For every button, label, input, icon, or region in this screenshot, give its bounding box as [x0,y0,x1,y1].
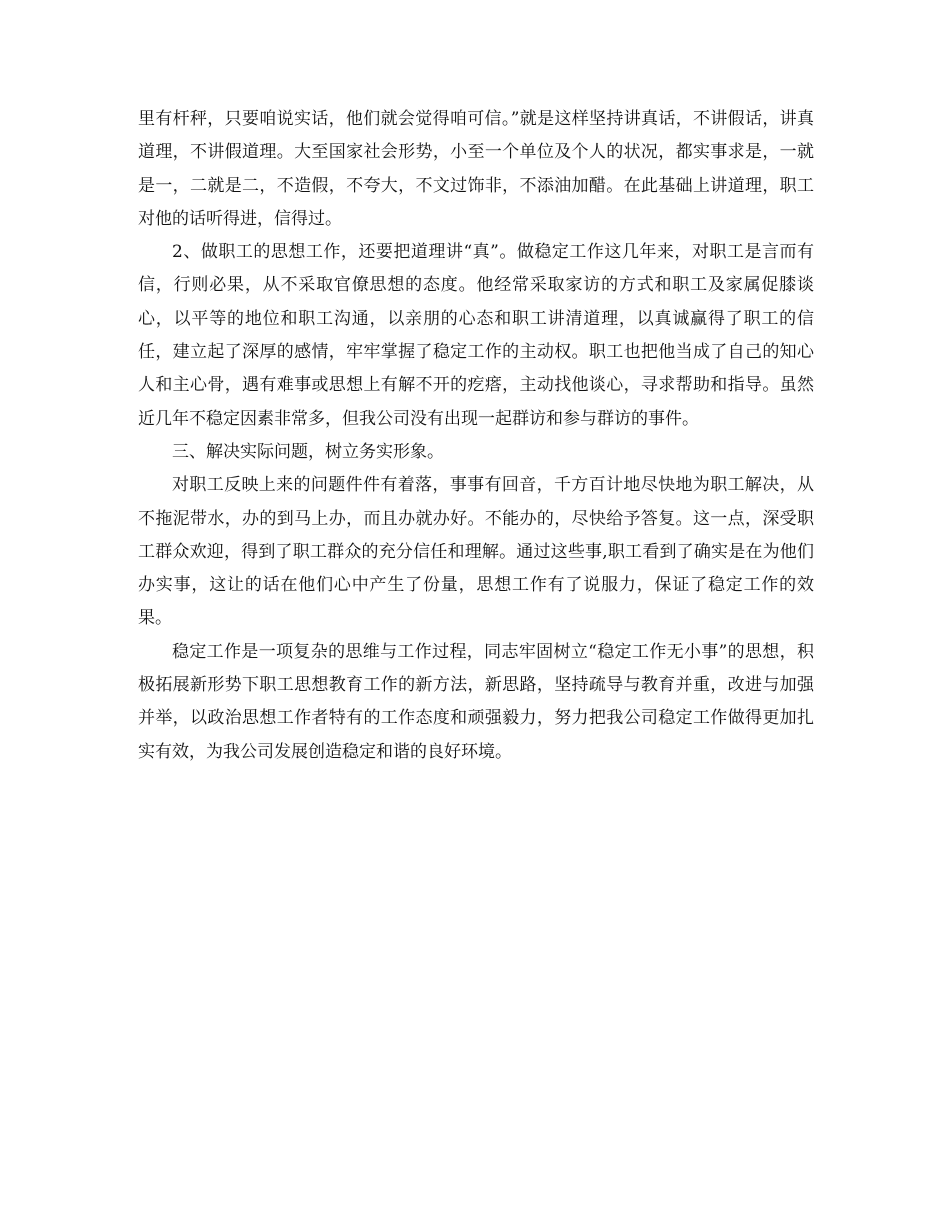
paragraph-practical-problems: 对职工反映上来的问题件件有着落，事事有回音，千方百计地尽快地为职工解决，从不拖泥带水，办的到马上办，而且办就办好。不能办的，尽快给予答复。这一点，深受职工群众欢迎，得到了职工群众的充分信任和理解。通过这些事,职工看到了确实是在为他们办实事，这让的话在他们心中产生了份量，思想工作有了说服力，保证了稳定工作的效果。 [138,475,814,629]
section-heading-3: 三、解决实际问题，树立务实形象。 [172,441,444,462]
paragraph-conclusion: 稳定工作是一项复杂的思维与工作过程，同志牢固树立“稳定工作无小事”的思想，积极拓展新形势下职工思想教育工作的新方法，新思路，坚持疏导与教育并重，改进与加强并举，以政治思想工作者特有的工作态度和顽强毅力，努力把我公司稳定工作做得更加扎实有效，为我公司发展创造稳定和谐的良好环境。 [138,641,814,762]
document-page [138,103,814,769]
paragraph-point-2: 2、做职工的思想工作，还要把道理讲“真”。做稳定工作这几年来，对职工是言而有信，行则必果，从不采取官僚思想的态度。他经常采取家访的方式和职工及家属促膝谈心，以平等的地位和职工沟通，以亲朋的心态和职工讲清道理，以真诚赢得了职工的信任，建立起了深厚的感情，牢牢掌握了稳定工作的主动权。职工也把他当成了自己的知心人和主心骨，遇有难事或思想上有解不开的疙瘩，主动找他谈心，寻求帮助和指导。虽然近几年不稳定因素非常多，但我公司没有出现一起群访和参与群访的事件。 [138,242,814,429]
paragraph-continuation: 里有杆秤，只要咱说实话，他们就会觉得咱可信。”就是这样坚持讲真话，不讲假话，讲真道理，不讲假道理。大至国家社会形势，小至一个单位及个人的状况，都实事求是，一就是一，二就是二，不造假，不夸大，不文过饰非，不添油加醋。在此基础上讲道理，职工对他的话听得进，信得过。 [138,109,814,229]
